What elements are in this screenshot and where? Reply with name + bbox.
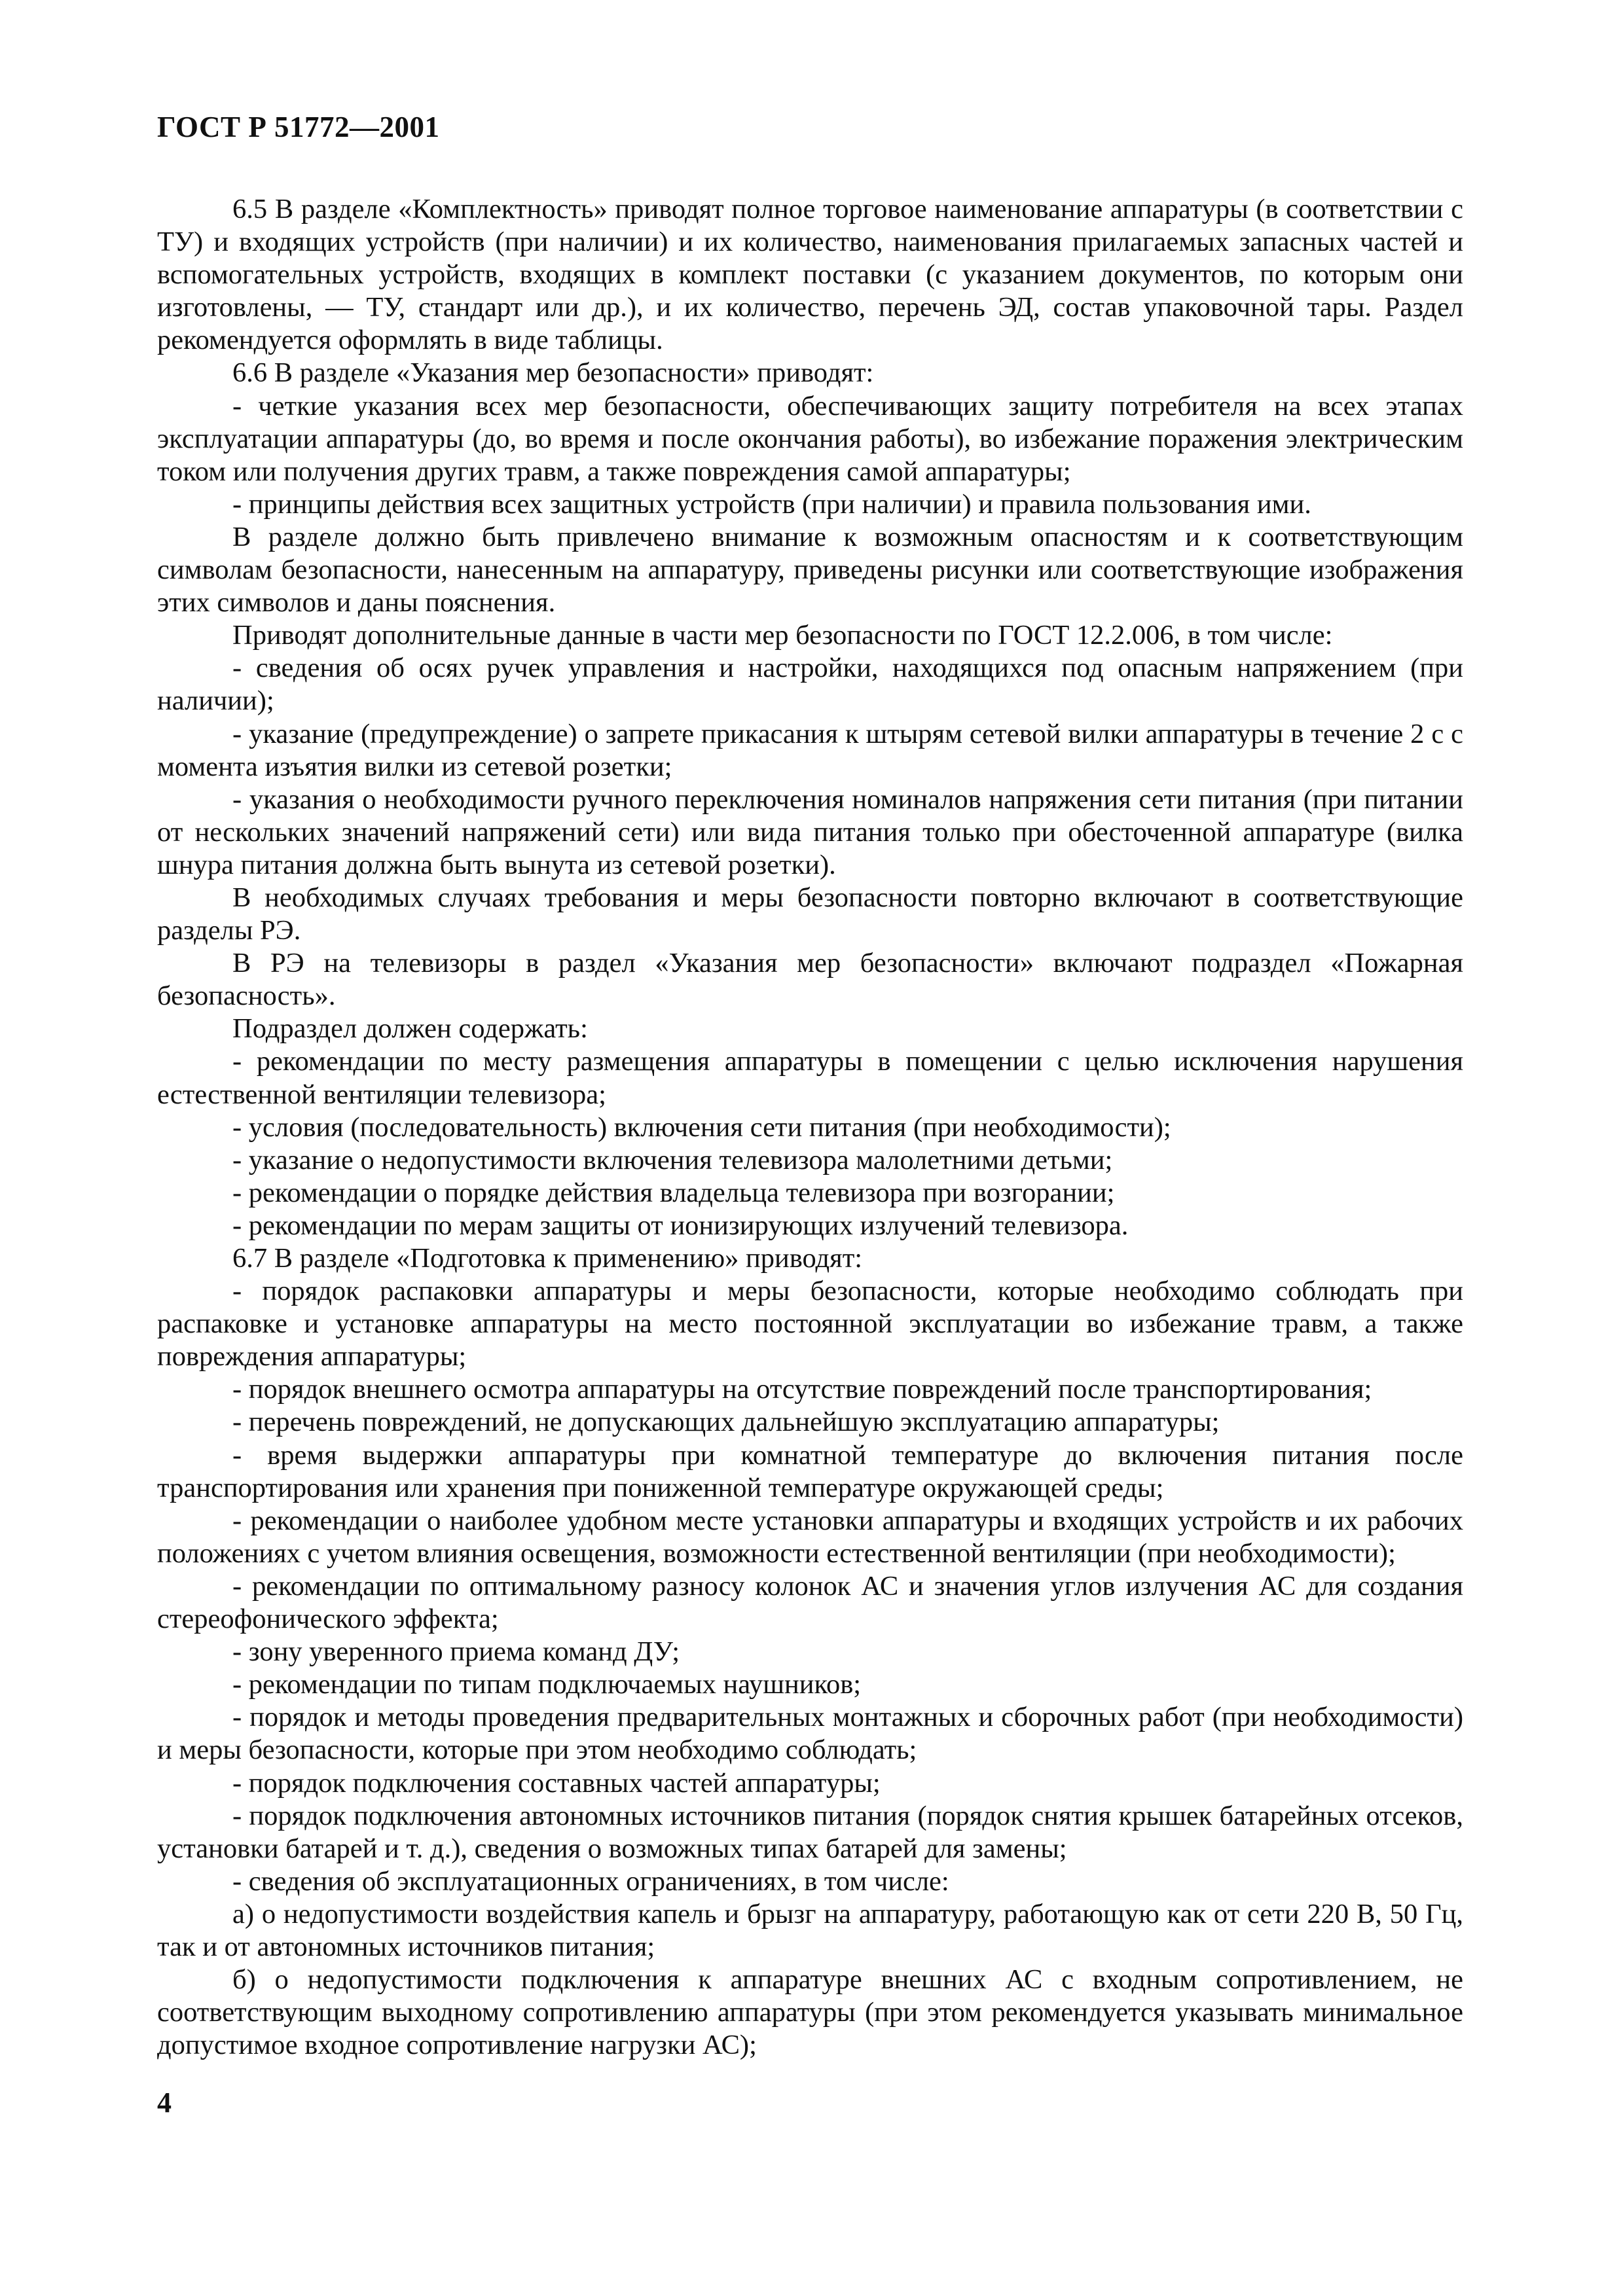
paragraph: а) о недопустимости воздействия капель и брызг на аппаратуру, работающую как от сети 220 В, 50 Гц, так и от автономных источников питания; — [157, 1898, 1463, 1962]
paragraph: - порядок подключения составных частей аппаратуры; — [232, 1767, 881, 1799]
paragraph: - рекомендации о порядке действия владельца телевизора при возгорании; — [232, 1177, 1115, 1208]
paragraph: Подраздел должен содержать: — [232, 1013, 588, 1045]
paragraph: - порядок внешнего осмотра аппаратуры на отсутствие повреждений после транспортирования; — [232, 1374, 1372, 1405]
document-header: ГОСТ Р 51772—2001 — [157, 111, 440, 143]
paragraph: Приводят дополнительные данные в части мер безопасности по ГОСТ 12.2.006, в том числе: — [232, 620, 1333, 651]
paragraph: - рекомендации по оптимальному разносу колонок АС и значения углов излучения АС для создания стереофонического эффекта; — [157, 1570, 1463, 1635]
paragraph: 6.5 В разделе «Комплектность» приводят полное торговое наименование аппаратуры (в соответствии с ТУ) и входящих устройств (при наличии) и их количество, наименования прилагаемых запасных частей и вспомогательных устройств, входящих в комплект поставки (с указанием документов, по которым они изготовлены, — ТУ, стандарт или др.), и их количество, перечень ЭД, состав упаковочной тары. Раздел рекомендуется оформлять в виде таблицы. — [157, 194, 1463, 356]
paragraph: - сведения об осях ручек управления и настройки, находящихся под опасным напряжением (при наличии); — [157, 653, 1463, 717]
paragraph: В разделе должно быть привлечено внимание к возможным опасностям и к соответствующим символам безопасности, нанесенным на аппаратуру, приведены рисунки или соответствующие изображения этих символов и даны пояснения. — [157, 521, 1463, 619]
paragraph: - сведения об эксплуатационных ограничениях, в том числе: — [232, 1865, 949, 1897]
paragraph: - перечень повреждений, не допускающих дальнейшую эксплуатацию аппаратуры; — [232, 1407, 1220, 1438]
paragraph: - четкие указания всех мер безопасности, обеспечивающих защиту потребителя на всех этапах эксплуатации аппаратуры (до, во время и после окончания работы), во избежание поражения электрическим током или получения других травм, а также повреждения самой аппаратуры; — [157, 390, 1463, 487]
paragraph: - порядок подключения автономных источников питания (порядок снятия крышек батарейных отсеков, установки батарей и т. д.), сведения о возможных типах батарей для замены; — [157, 1800, 1463, 1864]
paragraph: - указания о необходимости ручного переключения номиналов напряжения сети питания (при питании от нескольких значений напряжений сети) или вида питания только при обесточенной аппаратуре (вилка шнура питания должна быть вынута из сетевой розетки). — [157, 783, 1463, 880]
paragraph: - рекомендации о наиболее удобном месте установки аппаратуры и входящих устройств и их рабочих положениях с учетом влияния освещения, возможности естественной вентиляции (при необходимости); — [157, 1505, 1463, 1569]
paragraph: - время выдержки аппаратуры при комнатной температуре до включения питания после транспортирования или хранения при пониженной температуре окружающей среды; — [157, 1439, 1463, 1503]
paragraph: - принципы действия всех защитных устройств (при наличии) и правила пользования ими. — [232, 488, 1311, 520]
paragraph: В РЭ на телевизоры в раздел «Указания мер безопасности» включают подраздел «Пожарная безопасность». — [157, 948, 1463, 1012]
paragraph: - условия (последовательность) включения сети питания (при необходимости); — [232, 1111, 1171, 1143]
paragraph: В необходимых случаях требования и меры безопасности повторно включают в соответствующие разделы РЭ. — [157, 882, 1463, 946]
document-body — [157, 193, 1463, 2062]
paragraph: б) о недопустимости подключения к аппаратуре внешних АС с входным сопротивлением, не соответствующим выходному сопротивлению аппаратуры (при этом рекомендуется указывать минимальное допустимое входное сопротивление нагрузки АС); — [157, 1964, 1463, 2061]
paragraph: - рекомендации по типам подключаемых наушников; — [232, 1669, 862, 1700]
paragraph: 6.6 В разделе «Указания мер безопасности» приводят: — [232, 357, 874, 389]
paragraph: - указание (предупреждение) о запрете прикасания к штырям сетевой вилки аппаратуры в течение 2 с с момента изъятия вилки из сетевой розетки; — [157, 718, 1463, 782]
paragraph: - порядок и методы проведения предварительных монтажных и сборочных работ (при необходимости) и меры безопасности, которые при этом необходимо соблюдать; — [157, 1702, 1463, 1766]
paragraph: - порядок распаковки аппаратуры и меры безопасности, которые необходимо соблюдать при распаковке и установке аппаратуры на место постоянной эксплуатации во избежание травм, а также повреждения аппаратуры; — [157, 1276, 1463, 1372]
paragraph: - указание о недопустимости включения телевизора малолетними детьми; — [232, 1144, 1113, 1175]
paragraph: - рекомендации по мерам защиты от ионизирующих излучений телевизора. — [232, 1210, 1129, 1241]
paragraph: - рекомендации по месту размещения аппаратуры в помещении с целью исключения нарушения естественной вентиляции телевизора; — [157, 1046, 1463, 1110]
page-number: 4 — [157, 2087, 172, 2119]
paragraph: - зону уверенного приема команд ДУ; — [232, 1636, 680, 1668]
paragraph: 6.7 В разделе «Подготовка к применению» приводят: — [232, 1243, 863, 1274]
